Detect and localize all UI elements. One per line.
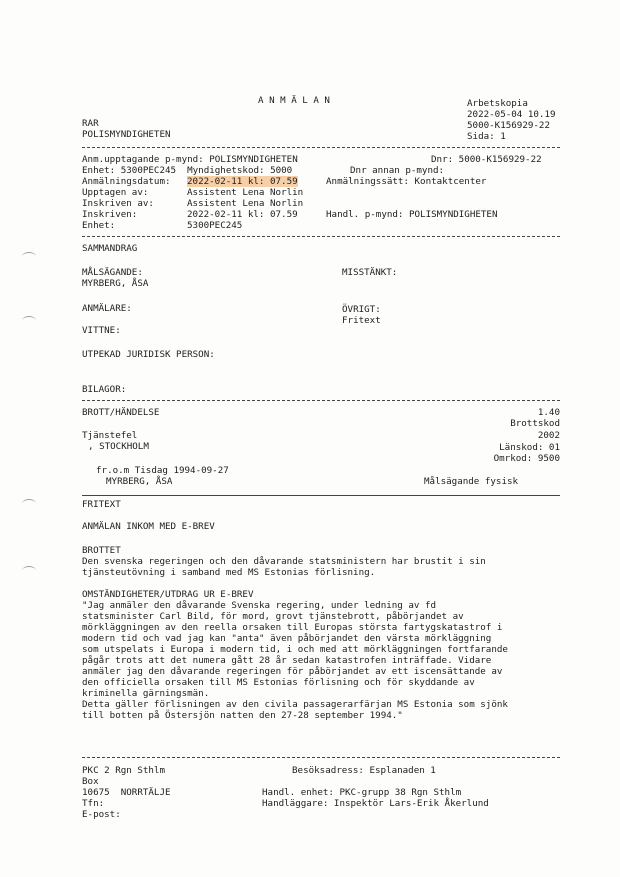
brottskod-value: 2002 [537,430,560,441]
brottet-line: tjänsteutövning i samband med MS Estonias förlisning. [82,567,376,578]
omstandigheter-heading: OMSTÄNDIGHETER/UTDRAG UR E-BREV [82,589,254,600]
footer-email: E-post: [82,809,121,820]
omst-line: modern tid och vad jag kan "anta" även påbörjandet den värsta mörkläggning [82,633,492,644]
dnr: Dnr: 5000-K156929-22 [431,154,542,165]
divider [82,757,560,758]
ovrigt-value: Fritext [342,315,381,326]
document-title: A N M Ä L A N [258,95,330,106]
offence-code-number: 1.40 [537,407,560,418]
omst-line: till botten på Östersjön natten den 27-28 september 1994." [82,710,403,721]
enhet-myndighetskod: Enhet: 5300PEC245 Myndighetskod: 5000 [82,165,293,176]
upptagen-label: Upptagen av: [82,187,149,198]
malsagande-value: MYRBERG, ÅSA [82,278,149,289]
brottet-heading: BROTTET [82,545,121,556]
offence-victim: MYRBERG, ÅSA [106,476,173,487]
anmalningsdatum-label: Anmälningsdatum: [82,176,171,187]
footer-visit-address: Besöksadress: Esplanaden 1 [292,765,436,776]
offence-victim-type: Målsägande fysisk [424,476,519,487]
sammandrag-heading: SAMMANDRAG [82,243,138,254]
ovrigt-label: ÖVRIGT: [342,304,381,315]
omst-line: anmäler jag den dåvarande regeringen för påbörjandet av ett iscensättande av [82,666,503,677]
divider [82,236,560,237]
footer-tfn: Tfn: [82,798,105,809]
divider [82,147,560,148]
fritext-heading: FRITEXT [82,499,121,510]
omst-line: pågår trots att det numera gått 28 år sedan katastrofen inträffade. Vidare [82,655,492,666]
omst-line: mörkläggningen av den reella orsaken till Europas största fartygskatastrof i [82,622,503,633]
omst-line: Detta gäller förlisningen av den civila passagerarfärjan MS Estonia som sjönk [82,699,508,710]
copy-type: Arbetskopia [467,98,528,109]
anmalare-label: ANMÄLARE: [82,303,132,314]
inskriven-av-label: Inskriven av: [82,198,154,209]
omst-line: den officiella orsaken till MS Estonias förlisning och för skyddande av [82,677,475,688]
footer-handl-enhet: Handl. enhet: PKC-grupp 38 Rgn Sthlm [262,787,462,798]
footer-unit: PKC 2 Rgn Sthlm [82,765,165,776]
punch-hole-mark [22,316,36,325]
footer-handlaggare: Handläggare: Inspektör Lars-Erik Åkerlund [262,798,489,809]
punch-hole-mark [22,252,36,261]
brottskod-label: Brottskod [510,418,560,429]
enhet-label: Enhet: [82,220,116,231]
omst-line: "Jag anmäler den dåvarande Svenska regering, under ledning av fd [82,600,437,611]
juridisk-person-label: UTPEKAD JURIDISK PERSON: [82,349,215,360]
inskriven-label: Inskriven: [82,209,138,220]
fritext-intro: ANMÄLAN INKOM MED E-BREV [82,521,215,532]
brott-heading: BROTT/HÄNDELSE [82,407,160,418]
punch-hole-mark [22,566,36,575]
omrkod: Omrkod: 9500 [493,453,560,464]
punch-hole-mark [22,499,36,508]
divider [82,400,560,401]
lanskod: Länskod: 01 [499,442,560,453]
malsagande-label: MÅLSÄGANDE: [82,267,143,278]
omst-line: statsminister Carl Bild, för mord, grovt tjänstebrott, påbörjandet av [82,611,464,622]
print-datetime: 2022-05-04 10.19 [467,109,556,120]
misstankt-label: MISSTÄNKT: [342,267,398,278]
footer-box: Box [82,776,99,787]
org-short: RAR [82,118,99,129]
upptagen-value: Assistent Lena Norlin [187,187,304,198]
offence-category: Tjänstefel [82,430,138,441]
enhet-value: 5300PEC245 [187,220,243,231]
offence-location: , STOCKHOLM [88,441,149,452]
case-number: 5000-K156929-22 [467,120,550,131]
footer-postal-address: 10675 NORRTÄLJE [82,787,171,798]
anmalningssatt: Anmälningssätt: Kontaktcenter [326,176,487,187]
inskriven-av-value: Assistent Lena Norlin [187,198,304,209]
omst-line: som utspelats i Europa i modern tid, i och med att mörkläggningen fortfarande [82,644,508,655]
dnr-annan: Dnr annan p-mynd: [350,165,445,176]
page-number: Sida: 1 [467,131,506,142]
brottet-line: Den svenska regeringen och den dåvarande statsministern har brustit i sin [82,556,486,567]
inskriven-value: 2022-02-11 kl: 07.59 [187,209,298,220]
divider [82,495,560,496]
offence-from-date: fr.o.m Tisdag 1994-09-27 [96,465,229,476]
anmalningsdatum-value: 2022-02-11 kl: 07.59 [187,176,298,187]
vittne-label: VITTNE: [82,325,121,336]
anm-upptagande: Anm.upptagande p-mynd: POLISMYNDIGHETEN [82,154,298,165]
handl-p-mynd: Handl. p-mynd: POLISMYNDIGHETEN [326,209,498,220]
org-name: POLISMYNDIGHETEN [82,129,171,140]
bilagor-label: BILAGOR: [82,384,127,395]
omst-line: kriminella gärningsmän. [82,688,210,699]
